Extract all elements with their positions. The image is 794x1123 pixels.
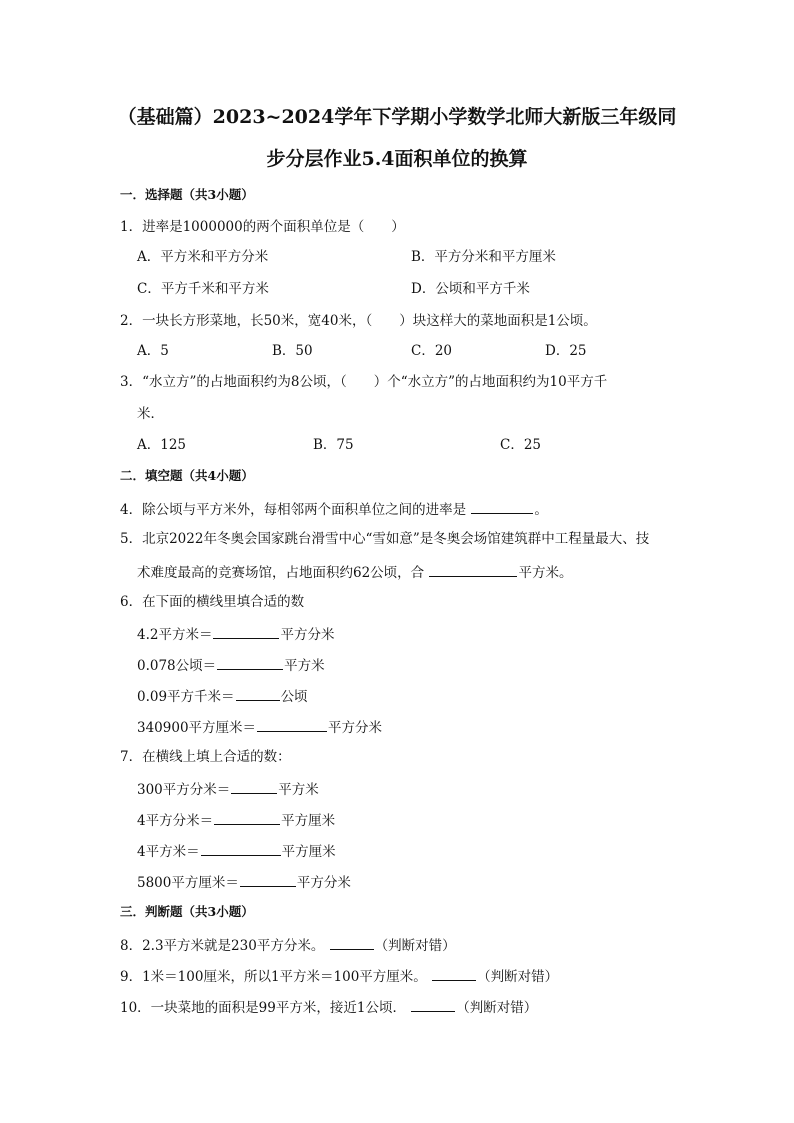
answer-blank[interactable] [257,717,327,732]
question-6-row [137,717,382,737]
question-3-option-c: C．25 [500,437,542,453]
answer-blank[interactable] [213,624,279,639]
question-1-option-a: A．平方米和平方分米 [137,249,269,265]
row-right-text: 平方厘米 [281,813,336,829]
question-9 [120,966,558,986]
question-6-row [137,686,308,706]
row-right-text: 平方厘米 [281,844,336,860]
question-2-stem: 2．一块长方形菜地，长50米，宽40米，（ ）块这样大的菜地面积是1公顷。 [120,313,597,329]
answer-blank[interactable] [330,935,374,950]
question-7-row [137,841,336,861]
question-3-stem-line2: 米． [137,406,164,422]
question-4-end: 。 [534,502,548,518]
question-8-text: 8．2.3平方米就是230平方分米。 [120,938,325,954]
question-4 [120,499,548,519]
row-right-text: 平方分米 [296,875,351,891]
row-right-text: 平方分米 [280,627,335,643]
question-8 [120,935,456,955]
row-left-text: 300平方分米＝ [137,782,231,798]
question-9-hint: （判断对错） [477,969,559,985]
question-6-row [137,655,325,675]
question-8-hint: （判断对错） [374,938,456,954]
answer-blank[interactable] [201,841,281,856]
answer-blank[interactable] [236,686,280,701]
answer-blank[interactable] [240,872,296,887]
row-left-text: 340900平方厘米＝ [137,720,257,736]
answer-blank[interactable] [411,997,455,1012]
question-2-option-b: B．50 [272,343,313,359]
answer-blank[interactable] [217,655,283,670]
question-7-row [137,872,351,892]
question-7-row [137,810,335,830]
section-heading-fill: 二．填空题（共4小题） [120,468,254,483]
question-3-option-b: B．75 [313,437,354,453]
row-right-text: 平方米 [278,782,319,798]
doc-title-line2: 步分层作业5.4面积单位的换算 [266,148,528,170]
row-left-text: 4平方米＝ [137,844,200,860]
row-right-text: 平方米 [284,658,325,674]
answer-blank[interactable] [214,810,280,825]
doc-title-line1: （基础篇）2023~2024学年下学期小学数学北师大新版三年级同 [117,106,677,128]
answer-blank[interactable] [471,499,533,514]
question-2-option-a: A．5 [137,343,169,359]
row-left-text: 4平方分米＝ [137,813,214,829]
question-10 [120,997,537,1017]
question-10-hint: （判断对错） [456,1000,538,1016]
question-7-row [137,779,319,799]
answer-blank[interactable] [429,562,517,577]
section-heading-choice: 一．选择题（共3小题） [120,187,254,202]
row-left-text: 4.2平方米＝ [137,627,213,643]
row-left-text: 0.09平方千米＝ [137,689,235,705]
question-2-option-c: C．20 [411,343,453,359]
question-3-stem-line1: 3．“水立方”的占地面积约为8公顷，（ ）个“水立方”的占地面积约为10平方千 [120,374,608,390]
question-9-text: 9．1米＝100厘米，所以1平方米＝100平方厘米。 [120,969,427,985]
answer-blank[interactable] [432,966,476,981]
question-3-option-a: A．125 [137,437,187,453]
answer-blank[interactable] [231,779,277,794]
section-heading-judge: 三．判断题（共3小题） [120,904,254,919]
question-10-text: 10．一块菜地的面积是99平方米，接近1公顷． [120,1000,406,1016]
question-5-end: 平方米。 [518,565,573,581]
question-1-option-c: C．平方千米和平方米 [137,281,269,297]
question-7-stem: 7．在横线上填上合适的数： [120,749,291,765]
question-6-stem: 6．在下面的横线里填合适的数 [120,594,305,610]
question-6-row [137,624,334,644]
question-5-line2 [137,562,572,582]
row-right-text: 公顷 [280,689,308,705]
question-1-stem: 1．进率是1000000的两个面积单位是（ ） [120,219,405,235]
row-left-text: 5800平方厘米＝ [137,875,239,891]
row-left-text: 0.078公顷＝ [137,658,217,674]
question-5-text: 术难度最高的竞赛场馆，占地面积约62公顷，合 [137,565,425,581]
question-1-option-b: B．平方分米和平方厘米 [411,249,556,265]
question-5-line1: 5．北京2022年冬奥会国家跳台滑雪中心“雪如意”是冬奥会场馆建筑群中工程量最大、技 [120,531,650,547]
question-4-text: 4．除公顷与平方米外，每相邻两个面积单位之间的进率是 [120,502,467,518]
question-1-option-d: D．公顷和平方千米 [411,281,530,297]
row-right-text: 平方分米 [328,720,383,736]
question-2-option-d: D．25 [545,343,587,359]
